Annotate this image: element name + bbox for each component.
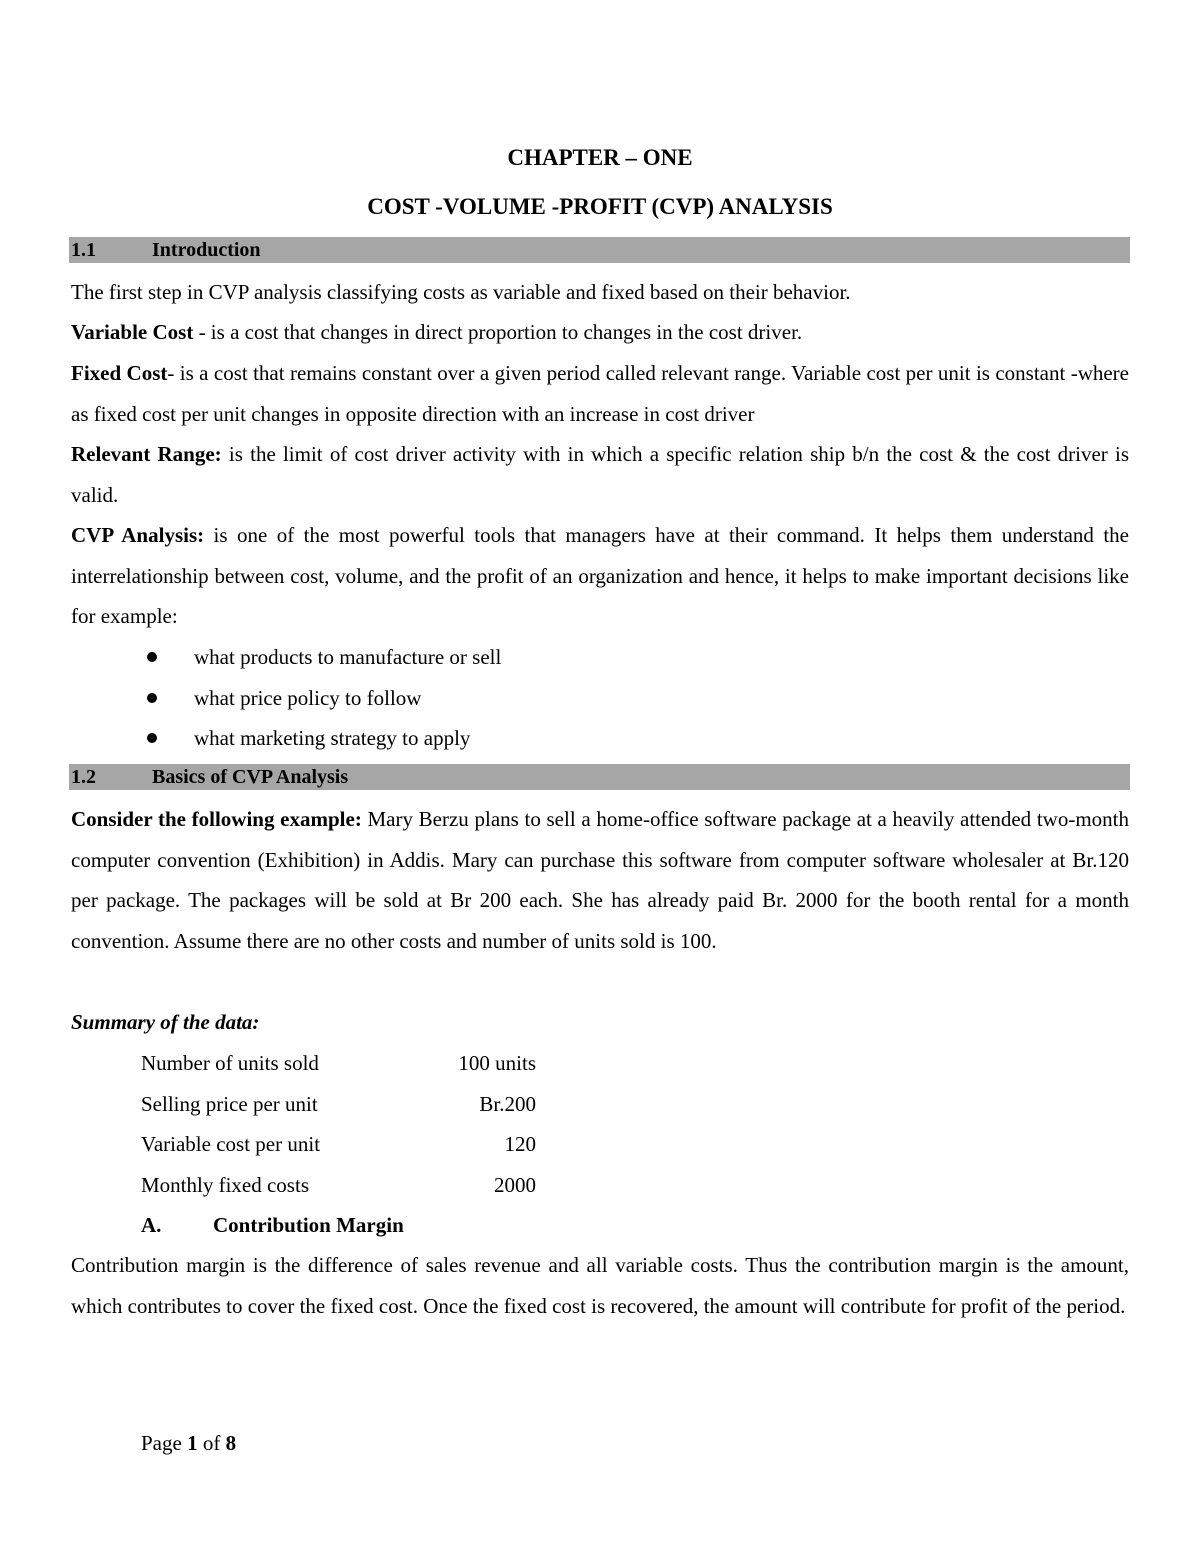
table-row [141, 1084, 536, 1125]
section-number: 1.2 [71, 766, 96, 788]
row-label: Number of units sold [141, 1051, 319, 1075]
page-number: 1 [187, 1431, 198, 1455]
summary-table [141, 1043, 536, 1206]
contribution-margin-paragraph: Contribution margin is the difference of sales revenue and all variable costs. Thus the contribution margin is the amount, which contributes to cover the fixed cost. Once the fixed cost is recovered, the amount will contribute for profit of the period. [71, 1253, 1129, 1318]
variable-cost-paragraph [71, 312, 1129, 353]
page-footer: Page 1 of 8 [141, 1431, 237, 1455]
variable-cost-term: Variable Cost [71, 320, 194, 344]
row-label: Variable cost per unit [141, 1132, 321, 1157]
variable-cost-text: - is a cost that changes in direct proportion to changes in the cost driver. [193, 320, 803, 344]
summary-heading: Summary of the data: [71, 1010, 260, 1034]
decision-list [145, 637, 501, 759]
row-value: 100 units [458, 1051, 536, 1075]
fixed-cost-term: Fixed Cost [71, 361, 168, 385]
example-lead: Consider the following example: [71, 807, 362, 831]
section-heading-basics [69, 764, 1130, 790]
relevant-range-text: is the limit of cost driver activity with in which a specific relation ship b/n the cost & the cost driver is valid. [71, 442, 1129, 507]
list-item: what marketing strategy to apply [145, 718, 501, 759]
example-text: Mary Berzu plans to sell a home-office software package at a heavily attended two-month computer convention (Exhibition) in Addis. Mary can purchase this software from computer software wholesaler at Br.120 per package. The packages will be sold at Br 200 each. She has already paid Br. 2000 for the booth rental for a month convention. Assume there are no other costs and number of units sold is 100. [71, 807, 1129, 954]
fixed-cost-paragraph [71, 353, 1129, 434]
relevant-range-term: Relevant Range: [71, 442, 222, 466]
row-label: Monthly fixed costs [141, 1173, 309, 1198]
chapter-heading: CHAPTER – ONE [507, 145, 693, 170]
row-value: 2000 [494, 1173, 536, 1198]
document-title: COST -VOLUME -PROFIT (CVP) ANALYSIS [367, 194, 833, 219]
relevant-range-paragraph [71, 434, 1129, 515]
section-label: Introduction [152, 239, 261, 261]
cvp-analysis-paragraph [71, 515, 1129, 637]
subsection-letter: A. [141, 1213, 162, 1237]
cvp-analysis-text: is one of the most powerful tools that managers have at their command. It helps them understand the interrelationship between cost, volume, and the profit of an organization and hence, it helps to make important decisions like for example: [71, 523, 1129, 629]
bullet-icon [147, 652, 157, 662]
row-value: 120 [504, 1132, 536, 1157]
bullet-icon [147, 733, 157, 743]
row-value: Br.200 [479, 1091, 536, 1116]
row-label: Selling price per unit [141, 1091, 318, 1116]
section-number: 1.1 [71, 239, 96, 261]
table-row [141, 1124, 536, 1165]
section-label: Basics of CVP Analysis [152, 766, 349, 788]
fixed-cost-text: - is a cost that remains constant over a given period called relevant range. Variable cost per unit is constant -where as fixed cost per unit changes in opposite direction with an increase in cost driver [71, 361, 1129, 426]
example-paragraph [71, 799, 1129, 962]
intro-paragraph: The first step in CVP analysis classifying costs as variable and fixed based on their behavior. [71, 280, 851, 304]
subsection-title: Contribution Margin [213, 1213, 404, 1237]
bullet-icon [147, 693, 157, 703]
page-total: 8 [225, 1431, 237, 1455]
list-item: what products to manufacture or sell [145, 637, 501, 678]
table-row [141, 1165, 536, 1206]
section-heading-introduction [69, 237, 1130, 263]
cvp-analysis-term: CVP Analysis: [71, 523, 205, 547]
list-item: what price policy to follow [145, 678, 501, 719]
table-row [141, 1043, 536, 1084]
